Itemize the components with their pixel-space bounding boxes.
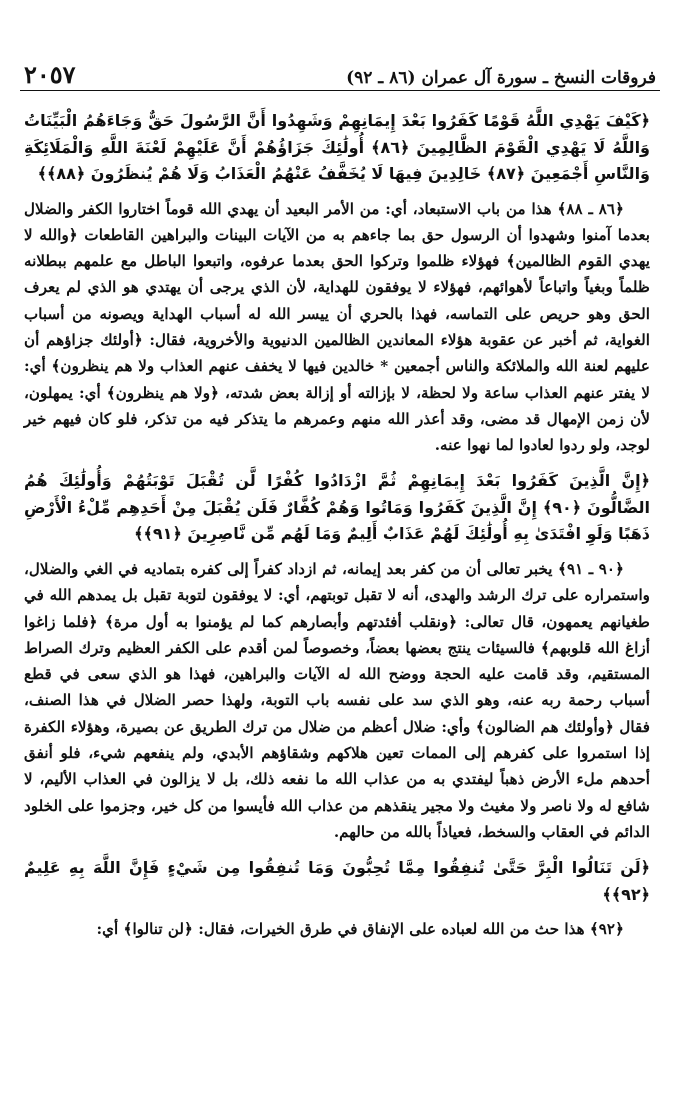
- tafsir-paragraph: ﴿٩٢﴾ هذا حث من الله لعباده على الإنفاق في طرق الخيرات، فقال: ﴿لن تنالوا﴾ أي:: [96, 920, 624, 939]
- running-header-title: فروقات النسخ ـ سورة آل عمران (٨٦ ـ ٩٢): [346, 68, 656, 88]
- quran-verse-block: ﴿إِنَّ الَّذِينَ كَفَرُوا بَعْدَ إِيمَانِهِمْ ثُمَّ ازْدَادُوا كُفْرًا لَّن تُقْبَلَ تَوْبَتُهُمْ وَأُولَٰئِكَ هُمُ الضَّالُّونَ ﴿٩٠﴾ إِنَّ الَّذِينَ كَفَرُوا وَمَاتُوا وَهُمْ كُفَّارٌ فَلَن يُقْبَلَ مِنْ أَحَدِهِم مِّلْءُ الْأَرْضِ ذَهَبًا وَلَوِ افْتَدَىٰ بِهِ أُولَٰئِكَ لَهُمْ عَذَابٌ أَلِيمٌ وَمَا لَهُم مِّن نَّاصِرِينَ ﴿٩١﴾﴾: [24, 471, 651, 544]
- page-header: [24, 60, 656, 89]
- tafsir-paragraph: ﴿٩٠ ـ ٩١﴾ يخبر تعالى أن من كفر بعد إيمانه، ثم ازداد كفراً إلى كفره بتماديه في الغي والضلال، واستمراره على ترك الرشد والهدى، أنه لا تقبل توبتهم، أي: لا يوفقون لتوبة تقبل بل يمدهم الله في طغيانهم يعمهون، قال تعالى: ﴿ونقلب أفئدتهم وأبصارهم كما لم يؤمنوا به أول مرة﴾ ﴿فلما زاغوا أزاغ الله قلوبهم﴾ فالسيئات ينتج بعضها بعضاً، وخصوصاً لمن أقدم على الكفر العظيم وترك الصراط المستقيم، وقد قامت عليه الحجة ووضح الله له الآيات والبراهين، فهذا هو الذي سعى في قطع أسباب رحمة ربه عنه، وهو الذي سد على نفسه باب التوبة، ولهذا حصر الضلال في هذا الصنف، فقال ﴿وأولئك هم الضالون﴾ وأي: ضلال أعظم من ضلال من ترك الطريق عن بصيرة، وهؤلاء الكفرة إذا استمروا على كفرهم إلى الممات تعين هلاكهم وشقاؤهم الأبدي، ولم ينفعهم شيء، فلو أنفق أحدهم ملء الأرض ذهباً ليفتدي به من عذاب الله ما نفعه ذلك، بل لا يزالون في العذاب الأليم، لا شافع له ولا ناصر ولا مغيث ولا مجير ينقذهم من عذاب الله فأيسوا من كل خير، وجزموا على الخلود الدائم في العقاب والسخط، فعياذاً بالله من حالهم.: [24, 559, 650, 841]
- header-divider: [20, 90, 660, 91]
- quran-verse-block: ﴿لَن تَنَالُوا الْبِرَّ حَتَّىٰ تُنفِقُوا مِمَّا تُحِبُّونَ وَمَا تُنفِقُوا مِن شَيْءٍ فَإِنَّ اللَّهَ بِهِ عَلِيمٌ ﴿٩٢﴾﴾: [24, 858, 650, 904]
- quran-verse-block: ﴿كَيْفَ يَهْدِي اللَّهُ قَوْمًا كَفَرُوا بَعْدَ إِيمَانِهِمْ وَشَهِدُوا أَنَّ الرَّسُولَ حَقٌّ وَجَاءَهُمُ الْبَيِّنَاتُ وَاللَّهُ لَا يَهْدِي الْقَوْمَ الظَّالِمِينَ ﴿٨٦﴾ أُولَٰئِكَ جَزَاؤُهُمْ أَنَّ عَلَيْهِمْ لَعْنَةَ اللَّهِ وَالْمَلَائِكَةِ وَالنَّاسِ أَجْمَعِينَ ﴿٨٧﴾ خَالِدِينَ فِيهَا لَا يُخَفَّفُ عَنْهُمُ الْعَذَابُ وَلَا هُمْ يُنظَرُونَ ﴿٨٨﴾﴾: [24, 111, 650, 183]
- page-number: ٢٠٥٧: [24, 60, 76, 89]
- page-body: [24, 108, 650, 953]
- tafsir-paragraph: ﴿٨٦ ـ ٨٨﴾ هذا من باب الاستبعاد، أي: من الأمر البعيد أن يهدي الله قوماً اختاروا الكفر والضلال بعدما آمنوا وشهدوا أن الرسول حق بما جاءهم به من الآيات البينات والبراهين القاطعات ﴿والله لا يهدي القوم الظالمين﴾ فهؤلاء ظلموا وتركوا الحق بعدما عرفوه، واتبعوا الباطل مع علمهم ببطلانه ظلماً وبغياً واتباعاً لأهوائهم، فهؤلاء لا يوفقون للهداية، لأن الذي يرجى أن يهتدي هو الذي لم يعرف الحق وهو حريص على التماسه، فهذا بالحري أن ييسر الله له أسباب الهداية ويصونه من أسباب الغواية، ثم أخبر عن عقوبة هؤلاء المعاندين الظالمين الدنيوية والأخروية، فقال: ﴿أولئك جزاؤهم أن عليهم لعنة الله والملائكة والناس أجمعين * خالدين فيها لا يخفف عنهم العذاب ولا هم ينظرون﴾ أي: لا يفتر عنهم العذاب ساعة ولا لحظة، لا بإزالته أو إزالة بعض شدته، ﴿ولا هم ينظرون﴾ أي: يمهلون، لأن زمن الإمهال قد مضى، وقد أعذر الله منهم وعمرهم ما يتذكر فيه من تذكر، فلو كان فيهم خير لوجد، ولو ردوا لعادوا لما نهوا عنه.: [24, 199, 650, 455]
